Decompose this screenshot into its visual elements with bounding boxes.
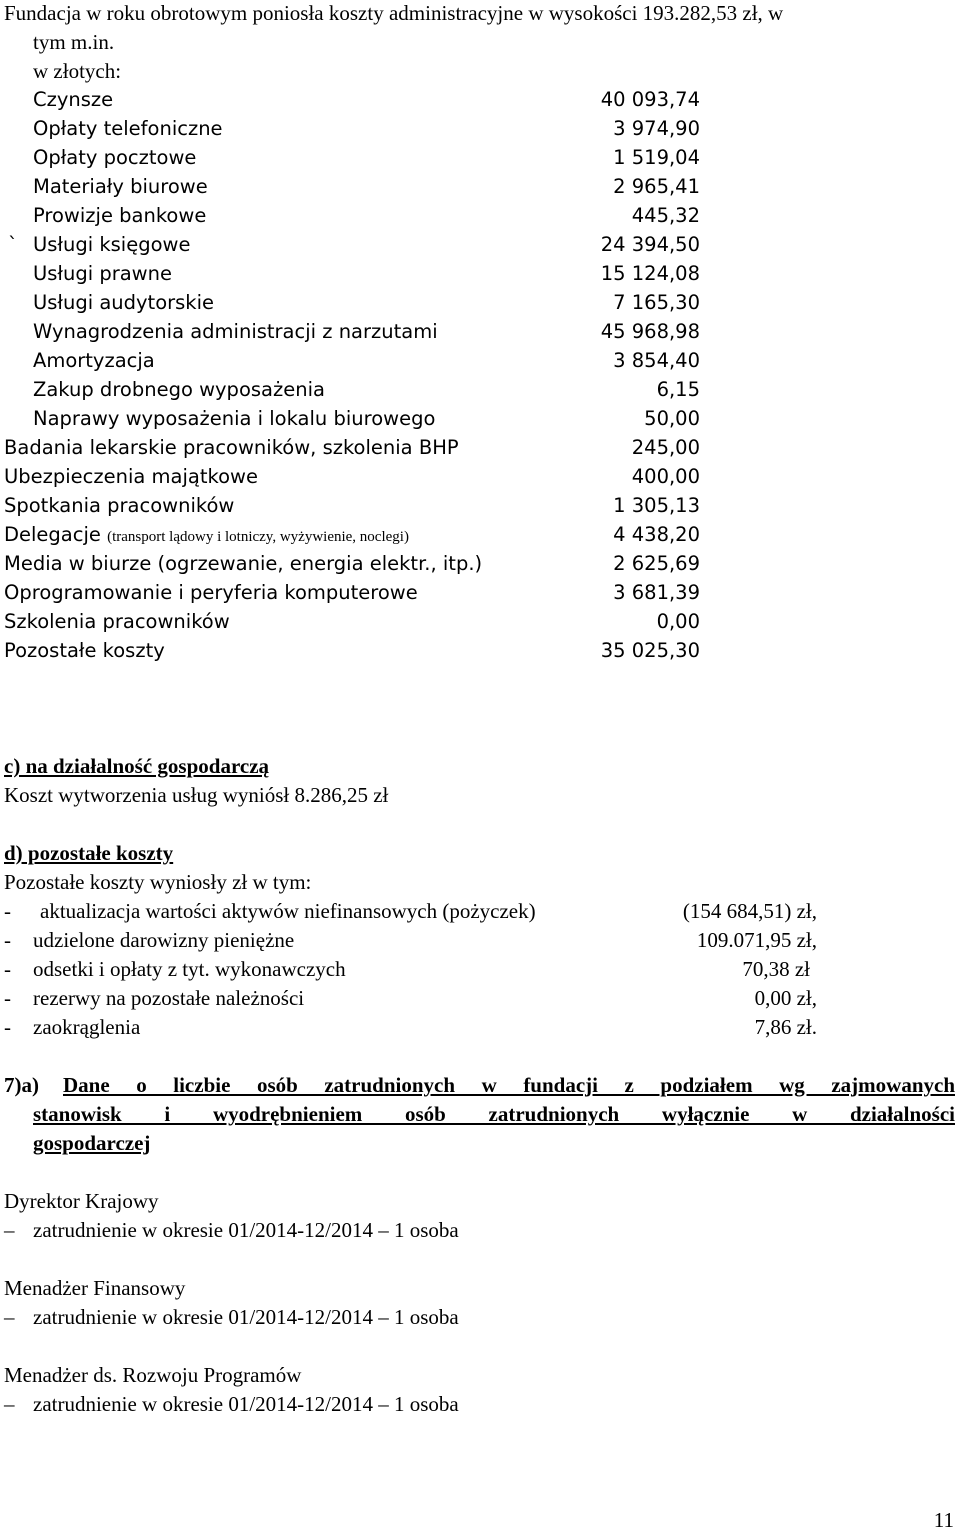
cost-row-label: Prowizje bankowe <box>33 204 207 227</box>
list-item-value: 70,38 zł <box>742 957 810 981</box>
cost-row-label: Zakup drobnego wyposażenia <box>33 378 325 401</box>
cost-row-label: Badania lekarskie pracowników, szkolenia BHP <box>4 436 459 459</box>
section-d-heading: d) pozostałe koszty <box>4 841 174 865</box>
cost-row-label: Czynsze <box>33 88 114 111</box>
position-detail: zatrudnienie w okresie 01/2014-12/2014 – 1 osoba <box>33 1392 459 1416</box>
cost-row-value: 6,15 <box>656 378 700 401</box>
cost-row-value: 35 025,30 <box>600 639 700 662</box>
list-item-value: 109.071,95 zł, <box>696 928 817 952</box>
cost-row-value: 1 519,04 <box>613 146 700 169</box>
cost-row-label: Naprawy wyposażenia i lokalu biurowego <box>33 407 436 430</box>
stray-mark: ` <box>8 233 18 256</box>
cost-row-value: 50,00 <box>644 407 700 430</box>
cost-row-value: 0,00 <box>656 610 700 633</box>
list-item-label: odsetki i opłaty z tyt. wykonawczych <box>33 957 346 981</box>
cost-row-value: 24 394,50 <box>600 233 700 256</box>
cost-row-label: Amortyzacja <box>33 349 155 372</box>
cost-row-value: 3 854,40 <box>613 349 700 372</box>
position-title: Menadżer ds. Rozwoju Programów <box>4 1363 302 1387</box>
cost-row-value: 7 165,30 <box>613 291 700 314</box>
cost-row-label: Ubezpieczenia majątkowe <box>4 465 258 488</box>
cost-row-value: 400,00 <box>631 465 700 488</box>
list-item-value: 7,86 zł. <box>754 1015 817 1039</box>
section-d-text: Pozostałe koszty wyniosły zł w tym: <box>4 870 312 894</box>
section-7-heading-line-1: Dane o liczbie osób zatrudnionych w fundacji z podziałem wg zajmowanych <box>63 1073 955 1097</box>
list-dash: - <box>4 1015 11 1039</box>
intro-line-1: Fundacja w roku obrotowym poniosła koszty administracyjne w wysokości 193.282,53 zł, w <box>4 1 784 25</box>
position-dash: – <box>4 1305 15 1329</box>
cost-row-value: 1 305,13 <box>613 494 700 517</box>
cost-row-value: 45 968,98 <box>600 320 700 343</box>
cost-row-label: Usługi księgowe <box>33 233 191 256</box>
cost-row-label: Pozostałe koszty <box>4 639 165 662</box>
cost-row-value: 15 124,08 <box>600 262 700 285</box>
page-number: 11 <box>933 1508 954 1532</box>
cost-row-value: 3 681,39 <box>613 581 700 604</box>
list-item-label: rezerwy na pozostałe należności <box>33 986 305 1010</box>
list-dash: - <box>4 957 11 981</box>
delegacje-label: Delegacje <box>4 523 101 546</box>
cost-row-label: Szkolenia pracowników <box>4 610 230 633</box>
delegacje-detail: (transport lądowy i lotniczy, wyżywienie, noclegi) <box>107 529 409 545</box>
cost-row-value: 4 438,20 <box>613 523 700 546</box>
cost-row-label: Wynagrodzenia administracji z narzutami <box>33 320 438 343</box>
section-7-heading-line-2: stanowisk i wyodrębnieniem osób zatrudnionych wyłącznie w działalności <box>33 1102 955 1126</box>
position-dash: – <box>4 1218 15 1242</box>
cost-row-label: Opłaty telefoniczne <box>33 117 223 140</box>
position-title: Menadżer Finansowy <box>4 1276 186 1300</box>
cost-row-value: 40 093,74 <box>600 88 700 111</box>
cost-row-value: 245,00 <box>631 436 700 459</box>
list-dash: - <box>4 928 11 952</box>
cost-row-label: Spotkania pracowników <box>4 494 235 517</box>
section-c-text: Koszt wytworzenia usług wyniósł 8.286,25 zł <box>4 783 389 807</box>
section-7-heading-line-3: gospodarczej <box>33 1131 151 1155</box>
cost-row-value: 3 974,90 <box>613 117 700 140</box>
cost-row-label: Usługi prawne <box>33 262 172 285</box>
cost-row-value: 2 965,41 <box>613 175 700 198</box>
cost-row-label: Media w biurze (ogrzewanie, energia elektr., itp.) <box>4 552 483 575</box>
list-item-value: 0,00 zł, <box>754 986 817 1010</box>
list-item-value: (154 684,51) zł, <box>682 899 817 923</box>
list-item-label: aktualizacja wartości aktywów niefinansowych (pożyczek) <box>40 899 536 923</box>
cost-row-label: Usługi audytorskie <box>33 291 215 314</box>
position-dash: – <box>4 1392 15 1416</box>
cost-row-label: Oprogramowanie i peryferia komputerowe <box>4 581 418 604</box>
cost-row-label <box>4 522 409 550</box>
list-item-label: zaokrąglenia <box>33 1015 141 1039</box>
cost-row-label: Opłaty pocztowe <box>33 146 197 169</box>
currency-label: w złotych: <box>33 59 122 83</box>
position-detail: zatrudnienie w okresie 01/2014-12/2014 – 1 osoba <box>33 1218 459 1242</box>
list-item-label: udzielone darowizny pieniężne <box>33 928 295 952</box>
intro-line-2: tym m.in. <box>33 30 115 54</box>
list-dash: - <box>4 899 11 923</box>
cost-row-label: Materiały biurowe <box>33 175 208 198</box>
section-7-number: 7)a) <box>4 1073 39 1097</box>
section-c-heading: c) na działalność gospodarczą <box>4 754 270 778</box>
position-detail: zatrudnienie w okresie 01/2014-12/2014 – 1 osoba <box>33 1305 459 1329</box>
list-dash: - <box>4 986 11 1010</box>
cost-row-value: 2 625,69 <box>613 552 700 575</box>
position-title: Dyrektor Krajowy <box>4 1189 159 1213</box>
cost-row-value: 445,32 <box>631 204 700 227</box>
